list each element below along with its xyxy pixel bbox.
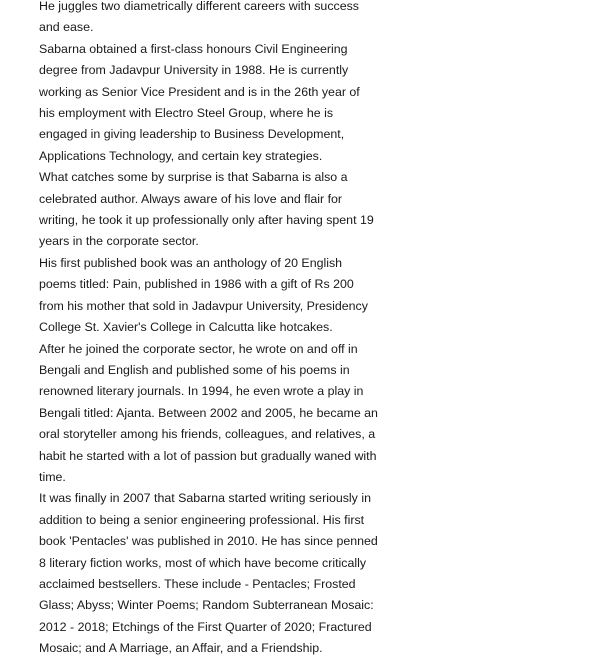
paragraph-first-book: His first published book was an anthology of 20 English poems titled: Pain, published in 1986 with a gift of Rs 200 from his mother that sold in Jadavpur University, Presidency College St. Xavier's College in Calcutta like hotcakes. xyxy=(39,255,368,335)
paragraph-works: It was finally in 2007 that Sabarna started writing seriously in addition to being a senior engineering professional. His first book 'Pentacles' was published in 2010. He has since penned 8 literary fiction works, most of which have become critically acclaimed bestsellers. These include - Pentacles; Frosted Glass; Abyss; Winter Poems; Random Subterranean Mosaic: 2012 - 2018; Etchings of the First Quarter of 2020; Fractured Mosaic; and A Marriage, an Affair, and a Friendship. xyxy=(39,491,378,656)
paragraph-careers: He juggles two diametrically different careers with success and ease. xyxy=(39,0,359,35)
paragraph-education: Sabarna obtained a first-class honours Civil Engineering degree from Jadavpur University in 1988. He is currently working as Senior Vice President and is in the 26th year of his employment with Electro Steel Group, where he is engaged in giving leadership to Business Development, Applications Technology, and certain key strategies. xyxy=(39,41,360,163)
paragraph-corporate-writing: After he joined the corporate sector, he wrote on and off in Bengali and English and published some of his poems in renowned literary journals. In 1994, he even wrote a play in Bengali titled: Ajanta. Between 2002 and 2005, he became an oral storyteller among his friends, colleagues, and relatives, a habit he started with a lot of passion but gradually waned with time. xyxy=(39,341,378,484)
article-body xyxy=(39,0,379,660)
paragraph-author: What catches some by surprise is that Sabarna is also a celebrated author. Always aware of his love and flair for writing, he took it up professionally only after having spent 19 years in the corporate sector. xyxy=(39,170,374,249)
